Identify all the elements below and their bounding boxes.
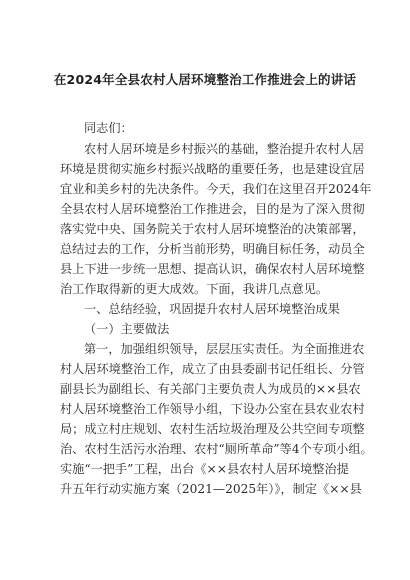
paragraph-line: 农村人居环境是乡村振兴的基础，整治提升农村人居 (84, 142, 365, 156)
paragraph-line: 县上下进一步统一思想、提高认识，确保农村人居环境整 (60, 262, 365, 276)
paragraph-line: 升五年行动实施方案（2021—2025年）》，制定《××县 (60, 482, 362, 496)
paragraph-line: 实施“一把手”工程，出台《××县农村人居环境整治提 (60, 462, 349, 476)
paragraph-line: 总结过去的工作，分析当前形势，明确目标任务，动员全 (60, 242, 365, 256)
paragraph-line: 局；成立村庄规划、农村生活垃圾治理及公共空间专项整 (60, 422, 365, 436)
subsection-heading: （一）主要做法 (84, 322, 170, 336)
paragraph-line: 治、农村生活污水治理、农村“厕所革命”等4个专项小组。 (60, 442, 373, 456)
paragraph-line: 落实党中央、国务院关于农村人居环境整治的决策部署， (60, 222, 365, 236)
document-title: 在2024年全县农村人居环境整治工作推进会上的讲话 (53, 72, 357, 87)
section-heading: 一、总结经验，巩固提升农村人居环境整治成果 (84, 302, 340, 316)
paragraph-line: 村人居环境整治工作领导小组，下设办公室在县农业农村 (60, 402, 365, 416)
paragraph-line: 环境是贯彻实施乡村振兴战略的重要任务，也是建设宜居 (60, 162, 365, 176)
salutation: 同志们： (84, 121, 133, 135)
paragraph-line: 第一，加强组织领导，层层压实责任。为全面推进农 (84, 342, 365, 356)
paragraph-line: 村人居环境整治工作，成立了由县委副书记任组长、分管 (60, 362, 365, 376)
paragraph-line: 治工作取得新的更大成效。下面，我讲几点意见。 (60, 282, 329, 296)
paragraph-line: 副县长为副组长、有关部门主要负责人为成员的××县农 (60, 382, 361, 396)
paragraph-line: 全县农村人居环境整治工作推进会，目的是为了深入贯彻 (60, 202, 365, 216)
paragraph-line: 宜业和美乡村的先决条件。今天，我们在这里召开2024年 (60, 182, 372, 196)
